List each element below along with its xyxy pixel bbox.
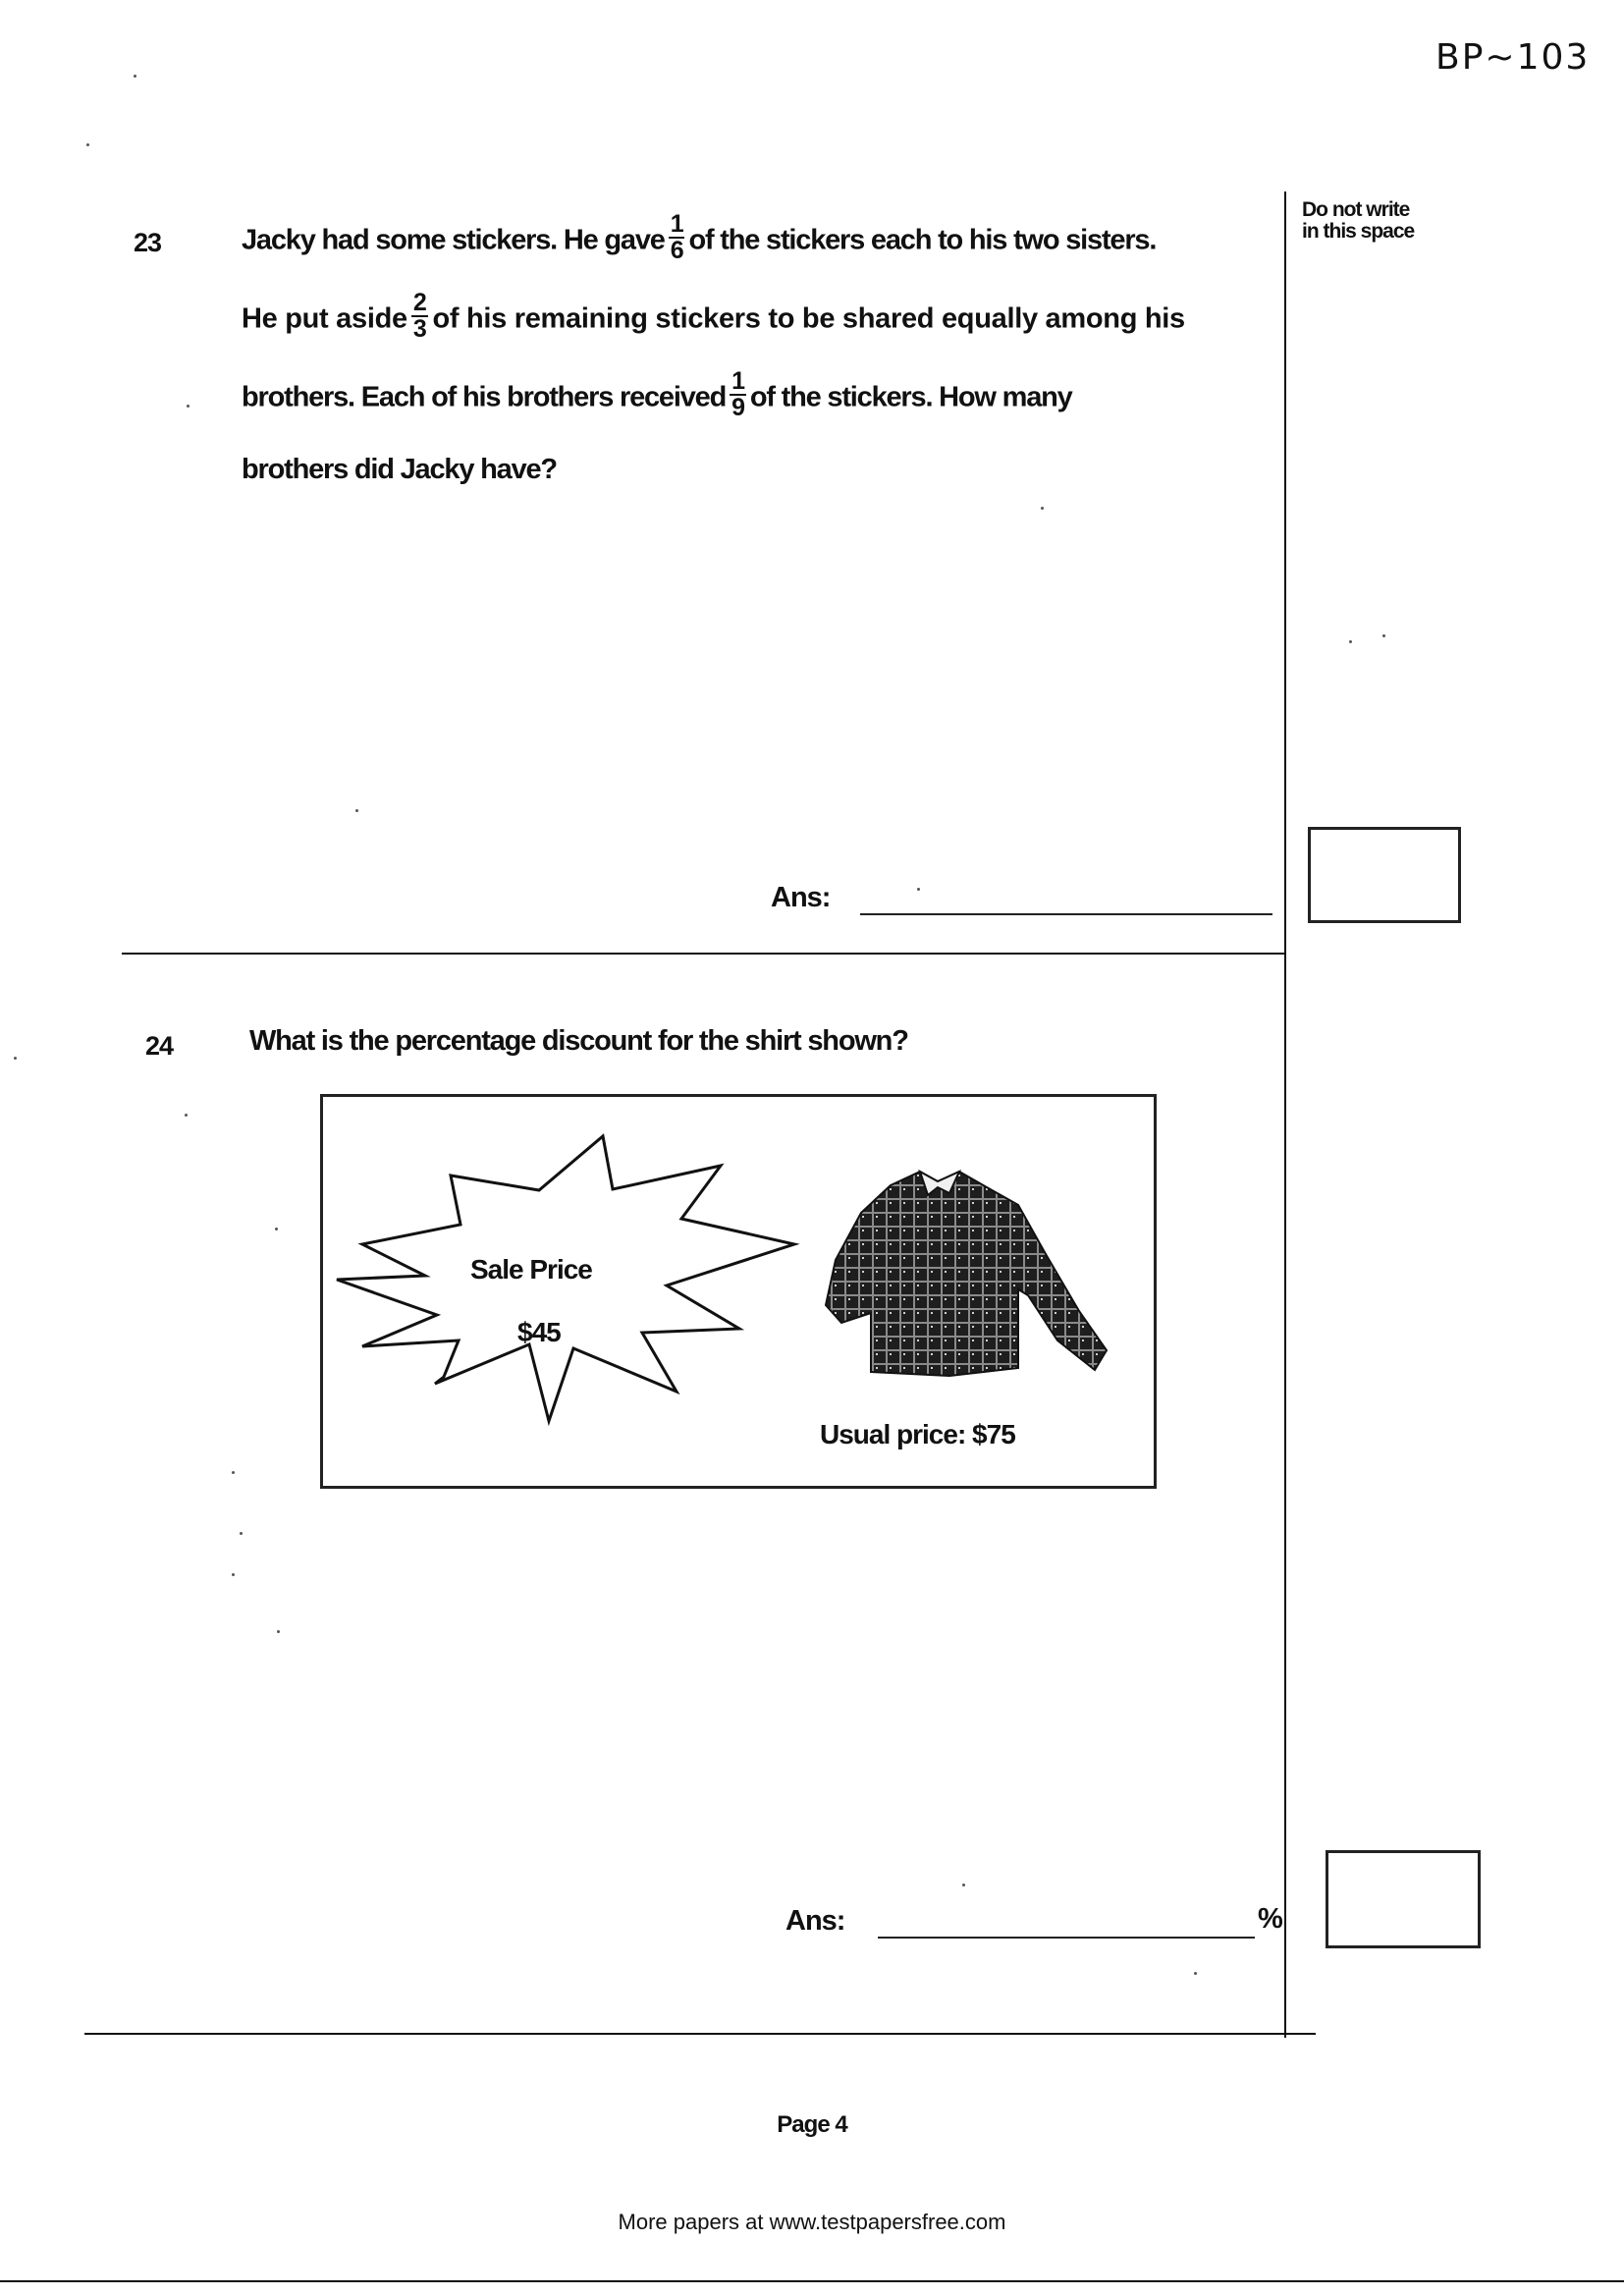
page-bottom-edge (0, 2280, 1624, 2282)
footer-credit: More papers at www.testpapersfree.com (618, 2210, 1006, 2234)
scan-speck (1194, 1972, 1197, 1975)
q24-marks-box (1326, 1850, 1481, 1948)
margin-note-line1: Do not write (1302, 198, 1410, 221)
scan-speck (1349, 640, 1352, 643)
fraction-two-thirds (411, 291, 429, 342)
q23-answer-line[interactable] (860, 888, 1272, 915)
scan-speck (277, 1630, 280, 1633)
scan-speck (86, 143, 89, 146)
scan-speck (1041, 507, 1044, 510)
q23-answer-label: Ans: (771, 882, 831, 913)
scan-speck (134, 75, 136, 78)
fraction-denominator: 3 (412, 315, 427, 343)
q24-answer-label: Ans: (785, 1905, 845, 1937)
scan-speck (232, 1573, 235, 1576)
scan-speck (917, 888, 920, 891)
page-number: Page 4 (777, 2111, 847, 2138)
q23-line-2a: He put aside (242, 302, 407, 335)
q24-question-text: What is the percentage discount for the shirt shown? (249, 1025, 908, 1057)
fraction-denominator: 6 (670, 237, 683, 264)
margin-note-line2: in this space (1302, 220, 1415, 243)
margin-note (1302, 199, 1414, 243)
q24-answer-line[interactable] (878, 1911, 1255, 1939)
q23-line-4: brothers did Jacky have? (242, 454, 557, 485)
q24-percent-unit: % (1258, 1903, 1282, 1935)
scan-speck (232, 1471, 235, 1474)
fraction-numerator: 1 (670, 210, 683, 238)
fraction-one-sixth (669, 212, 685, 263)
sale-price-value: $45 (517, 1317, 561, 1347)
plaid-shirt-icon (812, 1166, 1126, 1388)
q23-line-1a: Jacky had some stickers. He gave (242, 224, 665, 256)
scan-speck (1382, 634, 1385, 637)
fraction-numerator: 2 (412, 289, 427, 316)
q23-marks-box (1308, 827, 1461, 923)
fraction-numerator: 1 (731, 367, 744, 395)
scan-speck (355, 809, 358, 812)
q23-line-1b: of the stickers each to his two sisters. (688, 224, 1157, 256)
usual-price-label: Usual price: $75 (820, 1419, 1015, 1449)
scan-speck (187, 405, 189, 408)
fraction-denominator: 9 (731, 394, 744, 421)
shirt-figure (320, 1094, 1157, 1489)
q23-line-3a: brothers. Each of his brothers received (242, 381, 727, 413)
scan-speck (185, 1114, 188, 1117)
q23-line-2b: of his remaining stickers to be shared equally among his (432, 302, 1185, 335)
scan-speck (962, 1884, 965, 1886)
q23-line-3 (242, 367, 1072, 424)
paper-code: BP~103 (1435, 37, 1591, 78)
q23-line-3b: of the stickers. How many (749, 381, 1072, 413)
margin-divider (1284, 191, 1286, 2038)
q23-line-2 (242, 289, 1185, 346)
question-divider (122, 953, 1286, 955)
q23-line-1 (242, 210, 1157, 267)
question-number-23: 23 (134, 228, 162, 257)
fraction-one-ninth (730, 369, 746, 420)
scan-speck (240, 1532, 243, 1535)
scan-speck (14, 1057, 17, 1060)
section-bottom-rule (84, 2033, 1316, 2035)
question-number-24: 24 (145, 1031, 174, 1061)
scan-speck (275, 1228, 278, 1230)
sale-price-label: Sale Price (470, 1254, 592, 1285)
